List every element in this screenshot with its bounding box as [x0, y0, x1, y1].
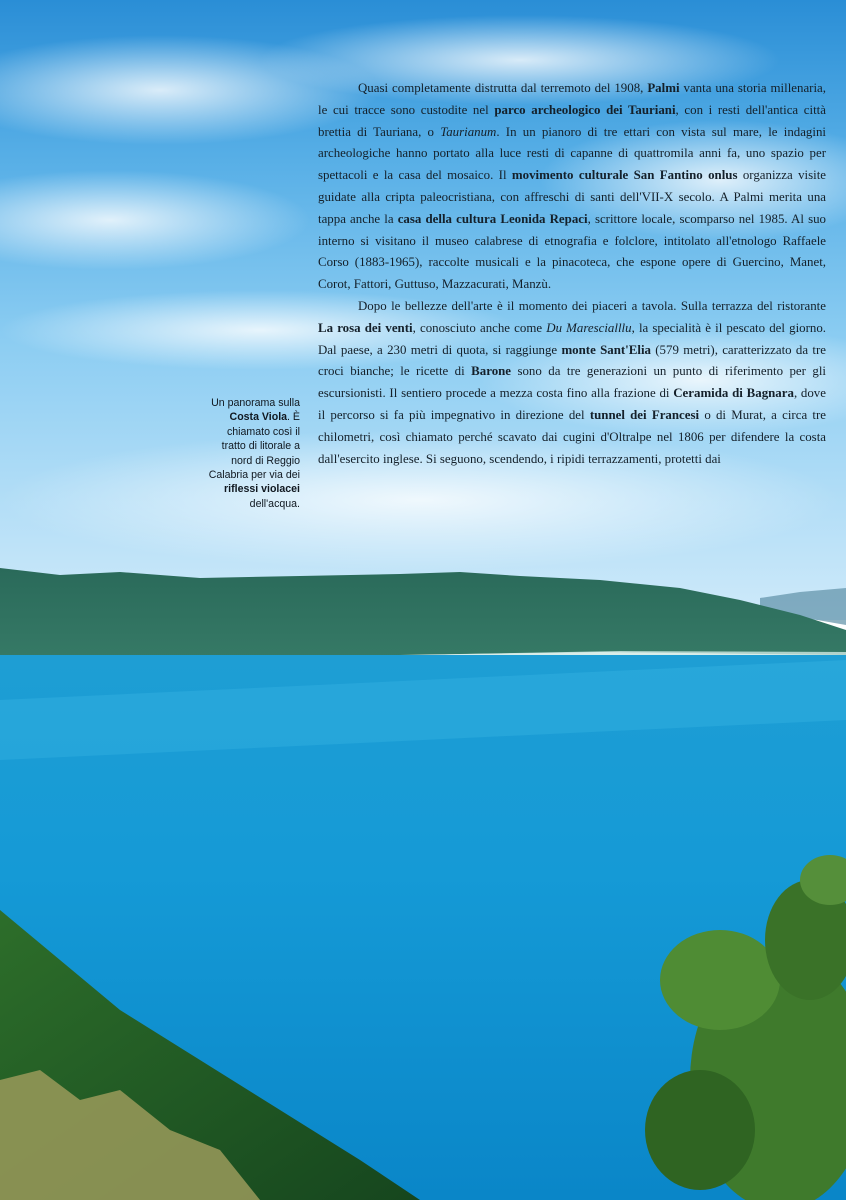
place-name: Palmi	[647, 81, 680, 95]
paragraph-1: Quasi completamente distrutta dal terremoto del 1908, Palmi vanta una storia millenaria, le cui tracce sono custodite nel parco archeologico dei Tauriani, con i resti dell'antica città brettia di Tauriana, o Taurianum. In un pianoro di tre ettari con vista sul mare, le indagini archeologiche hanno portato alla luce resti di capanne di quattromila anni fa, uno spazio per spettacoli e la casa del mosaico. Il movimento culturale San Fantino onlus organizza visite guidate alla cripta paleocristiana, con affreschi di santi dell'VII-X secolo. A Palmi merita una tappa anche la casa della cultura Leonida Repaci, scrittore locale, scomparso nel 1985. Al suo interno si visitano il museo calabrese di etnografia e folclore, intitolato all'etnologo Raffaele Corso (1883-1965), raccolte musicali e la pinacoteca, che espone opere di Guercino, Manet, Corot, Fattori, Guttuso, Mazzacurati, Manzù.	[318, 81, 826, 292]
latin-name: Taurianum	[440, 124, 497, 139]
place-name: tunnel dei Francesi	[589, 407, 700, 422]
place-name: parco archeologico dei Tauriani	[494, 102, 676, 117]
caption-text: Un panorama sulla	[211, 397, 300, 409]
paragraph-2: Dopo le bellezze dell'arte è il momento dei piaceri a tavola. Sulla terrazza del ristorante La rosa dei venti, conosciuto anche come Du Marescialllu, la specialità è il pescato del giorno. Dal paese, a 230 metri di quota, si raggiunge monte Sant'Elia (579 metri), caratterizzato da tre croci bianche; le ricette di Barone sono da tre generazioni un punto di riferimento per gli escursionisti. Il sentiero procede a mezza costa fino alla frazione di Ceramida di Bagnara, dove il percorso si fa più impegnativo in direzione del tunnel dei Francesi o di Murat, a circa tre chilometri, così chiamato perché scavato dai cugini d'Oltralpe nel 1806 per difendere la costa dall'esercito inglese. Si seguono, scendendo, i ripidi terrazzamenti, protetti dai	[318, 298, 827, 466]
caption-text: dell'acqua.	[249, 497, 300, 510]
caption-bold-term: riflessi violacei	[224, 483, 300, 496]
restaurant-name: Barone	[471, 364, 512, 379]
organization-name: movimento culturale San Fantino onlus	[511, 168, 738, 183]
caption-bold-term: Costa Viola	[229, 411, 288, 424]
caption-text: . È chiamato così il tratto di litorale a nord di Reggio Calabria per via dei	[208, 411, 300, 482]
restaurant-name: La rosa dei venti	[318, 320, 413, 335]
place-name: monte Sant'Elia	[561, 342, 651, 357]
place-name: Ceramida di Bagnara	[673, 386, 794, 401]
dialect-name: Du Marescialllu	[546, 320, 632, 335]
place-name: casa della cultura Leonida Repaci	[397, 211, 588, 226]
article-body	[318, 78, 826, 470]
photo-caption	[200, 396, 300, 511]
